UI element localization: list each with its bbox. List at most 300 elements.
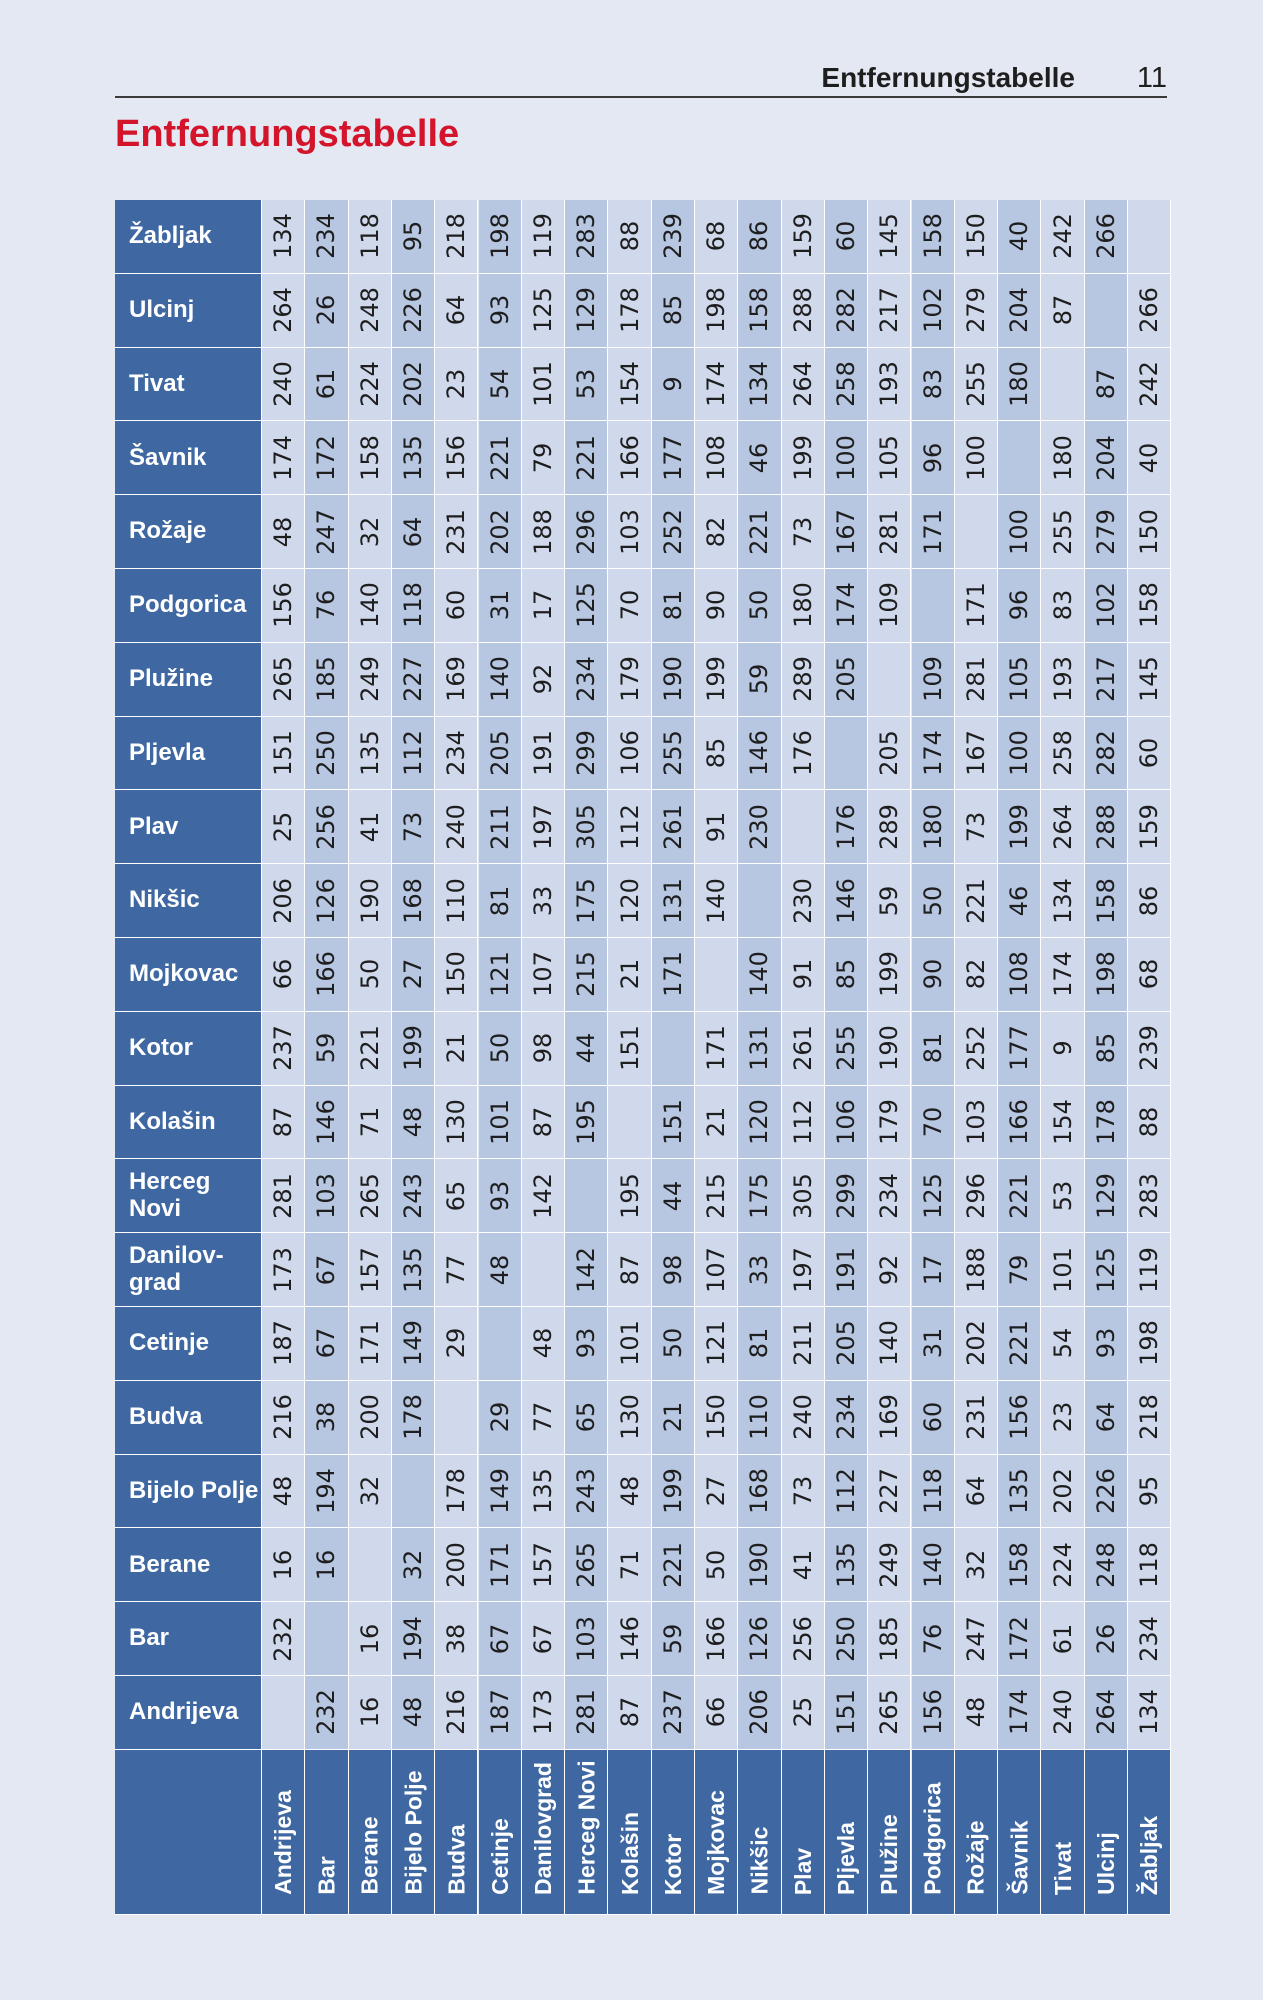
distance-value: 202 [399,361,428,407]
distance-cell [565,1455,608,1529]
distance-value: 265 [269,656,298,703]
distance-value: 150 [442,951,471,998]
distance-value: 240 [269,361,298,407]
distance-value: 180 [788,582,817,629]
distance-table [115,200,1167,1915]
distance-cell [305,938,348,1012]
column-label-ulcinj [1085,1750,1128,1915]
distance-value: 258 [832,361,861,407]
distance-cell [608,1528,651,1602]
distance-cell [262,1086,305,1160]
distance-value: 82 [702,516,731,547]
distance-cell [305,790,348,864]
distance-cell [349,1086,392,1160]
distance-cell [1128,1307,1171,1381]
distance-cell [825,1528,868,1602]
column-label-text: Nikšic [746,1826,773,1895]
distance-value: 247 [961,1615,990,1662]
running-header-title: Entfernungstabelle [821,62,1075,93]
distance-value: 100 [1005,730,1034,776]
distance-cell [955,495,998,569]
distance-cell [652,569,695,643]
distance-cell [998,569,1041,643]
distance-value: 64 [399,516,428,547]
distance-cell [479,1307,522,1381]
distance-cell [652,1455,695,1529]
distance-cell [565,274,608,348]
distance-cell [1085,274,1128,348]
distance-cell [392,421,435,495]
distance-value: 255 [832,1025,861,1072]
distance-value: 252 [961,1025,990,1072]
distance-cell [998,1528,1041,1602]
distance-value: 88 [1135,1106,1164,1138]
distance-cell [522,1528,565,1602]
distance-value: 48 [269,516,298,547]
page-number: 11 [1136,62,1167,94]
distance-cell [1085,864,1128,938]
distance-value: 283 [572,213,601,260]
distance-value: 107 [702,1246,731,1293]
distance-cell [652,495,695,569]
distance-cell [868,1086,911,1160]
distance-value: 50 [702,1549,731,1581]
distance-value: 76 [312,590,341,621]
distance-cell [955,274,998,348]
distance-cell [349,274,392,348]
distance-cell [695,1602,738,1676]
distance-cell [608,569,651,643]
distance-value: 227 [399,656,428,703]
distance-value: 146 [615,1615,644,1662]
distance-cell [955,569,998,643]
distance-value: 29 [442,1328,471,1359]
distance-cell [1128,274,1171,348]
distance-cell [825,1159,868,1233]
distance-cell [738,569,781,643]
distance-value: 216 [269,1394,298,1441]
distance-value: 198 [485,213,514,260]
distance-value: 73 [788,516,817,547]
row-label-bar: Bar [115,1602,262,1676]
distance-cell [565,348,608,422]
column-label-budva [435,1750,478,1915]
distance-value: 27 [399,959,428,990]
distance-cell [1085,643,1128,717]
distance-value: 169 [875,1394,904,1441]
distance-cell [435,717,478,791]
distance-value: 140 [702,877,731,924]
distance-value: 282 [832,287,861,334]
distance-value: 96 [1005,590,1034,621]
row-label-podgorica: Podgorica [115,569,262,643]
distance-value: 79 [1005,1254,1034,1285]
distance-cell [955,1381,998,1455]
distance-cell [825,1086,868,1160]
distance-value: 171 [485,1541,514,1588]
distance-cell [825,274,868,348]
distance-cell [868,938,911,1012]
distance-value: 240 [1048,1689,1077,1736]
distance-value: 150 [1135,508,1164,555]
distance-value: 38 [442,1623,471,1654]
distance-value: 48 [399,1697,428,1728]
distance-cell [868,717,911,791]
distance-value: 264 [269,287,298,334]
distance-cell [1128,1233,1171,1307]
distance-cell [435,495,478,569]
distance-cell [392,1233,435,1307]
distance-value: 221 [1005,1172,1034,1219]
distance-value: 16 [269,1549,298,1581]
distance-cell [565,864,608,938]
distance-cell [782,790,825,864]
distance-cell [738,1602,781,1676]
distance-cell [479,200,522,274]
distance-cell [825,1307,868,1381]
row-label-mojkovac: Mojkovac [115,938,262,1012]
distance-value: 130 [442,1099,471,1145]
distance-value: 158 [1135,582,1164,629]
distance-value: 204 [1005,287,1034,334]
distance-cell [955,421,998,495]
distance-value: 151 [615,1025,644,1072]
distance-value: 158 [918,213,947,260]
distance-cell [479,938,522,1012]
distance-cell [435,790,478,864]
column-label-text: Herceg Novi [573,1760,600,1895]
distance-cell [868,1233,911,1307]
distance-cell [262,643,305,717]
distance-cell [479,569,522,643]
distance-cell [652,348,695,422]
distance-value: 125 [572,582,601,629]
distance-value: 185 [312,656,341,703]
distance-cell [392,200,435,274]
distance-cell [608,421,651,495]
distance-cell [522,643,565,717]
distance-value: 191 [832,1246,861,1293]
distance-value: 67 [485,1623,514,1654]
distance-value: 140 [485,656,514,703]
distance-value: 249 [875,1541,904,1588]
distance-cell [522,1159,565,1233]
distance-value: 70 [918,1106,947,1138]
distance-cell [738,643,781,717]
distance-value: 227 [875,1468,904,1514]
distance-value: 221 [961,877,990,924]
distance-cell [392,1528,435,1602]
distance-cell [392,1086,435,1160]
distance-value: 54 [1048,1328,1077,1359]
distance-cell [522,1086,565,1160]
distance-value: 81 [745,1328,774,1359]
distance-value: 202 [1048,1468,1077,1514]
column-label-bijelo-polje [392,1750,435,1915]
distance-cell [825,717,868,791]
distance-value: 106 [615,730,644,776]
distance-value: 27 [702,1475,731,1507]
distance-value: 261 [788,1025,817,1072]
distance-value: 68 [702,221,731,252]
distance-value: 154 [1048,1099,1077,1145]
distance-cell [1041,1233,1084,1307]
distance-cell [912,1528,955,1602]
distance-cell [479,864,522,938]
distance-value: 199 [399,1025,428,1072]
row-label-berane: Berane [115,1528,262,1602]
distance-value: 167 [832,508,861,555]
distance-cell [738,1159,781,1233]
distance-value: 44 [572,1032,601,1064]
distance-value: 98 [528,1032,557,1064]
row-label-cetinje: Cetinje [115,1307,262,1381]
distance-value: 71 [615,1549,644,1581]
distance-cell [868,1528,911,1602]
distance-value: 16 [355,1623,384,1654]
distance-value: 174 [702,361,731,407]
distance-value: 87 [269,1106,298,1138]
distance-cell [305,421,348,495]
distance-value: 159 [788,213,817,260]
distance-cell [392,348,435,422]
distance-cell [1128,1676,1171,1750]
distance-value: 48 [528,1328,557,1359]
distance-value: 174 [1005,1689,1034,1736]
distance-cell [435,1602,478,1676]
distance-value: 250 [832,1615,861,1662]
row-label-tivat: Tivat [115,348,262,422]
distance-cell [1085,1676,1128,1750]
distance-cell [1085,1528,1128,1602]
distance-value: 23 [442,368,471,400]
distance-cell [998,495,1041,569]
distance-cell [868,1602,911,1676]
distance-cell [262,1233,305,1307]
distance-cell [392,1602,435,1676]
distance-value: 109 [875,582,904,629]
distance-value: 59 [658,1623,687,1654]
distance-value: 173 [269,1246,298,1293]
distance-value: 243 [572,1468,601,1514]
distance-cell [565,1233,608,1307]
distance-value: 281 [875,508,904,555]
distance-value: 23 [1048,1401,1077,1433]
distance-cell [868,200,911,274]
distance-value: 25 [269,811,298,843]
distance-value: 157 [528,1541,557,1588]
distance-value: 41 [788,1549,817,1581]
column-label-pljevla [825,1750,868,1915]
distance-cell [349,643,392,717]
distance-cell [565,1307,608,1381]
distance-cell [1085,1381,1128,1455]
distance-cell [262,274,305,348]
distance-value: 240 [788,1394,817,1441]
distance-value: 187 [485,1689,514,1736]
distance-cell [435,421,478,495]
distance-value: 206 [745,1689,774,1736]
distance-cell [868,864,911,938]
distance-value: 125 [918,1172,947,1219]
distance-value: 87 [615,1697,644,1728]
distance-cell [608,1086,651,1160]
distance-cell [608,1381,651,1455]
distance-value: 105 [1005,656,1034,703]
distance-value: 199 [702,656,731,703]
distance-value: 221 [485,434,514,481]
distance-cell [392,1676,435,1750]
distance-cell [565,790,608,864]
distance-value: 234 [442,730,471,776]
distance-cell [522,864,565,938]
distance-cell [522,421,565,495]
distance-cell [262,200,305,274]
distance-cell [695,421,738,495]
distance-value: 68 [1135,959,1164,990]
distance-value: 135 [399,434,428,481]
distance-value: 81 [658,590,687,621]
distance-value: 250 [312,730,341,776]
distance-value: 178 [1091,1099,1120,1145]
distance-value: 202 [961,1320,990,1367]
distance-value: 103 [615,508,644,555]
distance-value: 171 [702,1025,731,1072]
distance-cell [695,717,738,791]
distance-cell [608,938,651,1012]
distance-cell [392,938,435,1012]
distance-cell [262,1012,305,1086]
distance-value: 281 [269,1172,298,1219]
distance-value: 32 [355,1475,384,1507]
column-label-danilovgrad [522,1750,565,1915]
distance-cell [998,643,1041,717]
distance-cell [868,1307,911,1381]
distance-value: 205 [832,656,861,703]
distance-value: 91 [788,959,817,990]
distance-value: 255 [658,730,687,776]
distance-cell [868,1012,911,1086]
distance-cell [479,1233,522,1307]
distance-value: 258 [1048,730,1077,776]
distance-cell [1128,938,1171,1012]
distance-cell [1041,348,1084,422]
distance-cell [868,643,911,717]
distance-cell [912,643,955,717]
distance-cell [522,200,565,274]
distance-value: 121 [702,1320,731,1367]
distance-value: 180 [1005,361,1034,407]
distance-cell [565,1012,608,1086]
distance-value: 158 [1091,877,1120,924]
distance-cell [262,1381,305,1455]
distance-cell [695,864,738,938]
distance-cell [435,1455,478,1529]
distance-cell [608,1307,651,1381]
distance-value: 71 [355,1106,384,1138]
distance-cell [522,1233,565,1307]
distance-value: 103 [961,1099,990,1145]
distance-value: 61 [1048,1623,1077,1654]
distance-value: 156 [1005,1394,1034,1441]
distance-value: 90 [702,590,731,621]
distance-value: 151 [658,1099,687,1145]
distance-cell [1041,717,1084,791]
distance-cell [392,864,435,938]
distance-value: 65 [572,1401,601,1433]
distance-value: 197 [788,1246,817,1293]
distance-cell [349,200,392,274]
distance-value: 154 [615,361,644,407]
distance-value: 243 [399,1172,428,1219]
distance-cell [305,1602,348,1676]
distance-value: 171 [658,951,687,998]
distance-value: 188 [528,508,557,555]
distance-value: 305 [788,1172,817,1219]
distance-cell [738,1012,781,1086]
distance-cell [1085,1233,1128,1307]
distance-value: 103 [312,1172,341,1219]
distance-value: 247 [312,508,341,555]
distance-value: 177 [658,434,687,481]
distance-cell [262,1307,305,1381]
distance-value: 83 [1048,590,1077,621]
distance-cell [565,1159,608,1233]
distance-value: 119 [528,213,557,260]
distance-cell [479,1159,522,1233]
distance-value: 31 [918,1328,947,1359]
distance-cell [868,274,911,348]
distance-cell [349,1159,392,1233]
distance-value: 265 [875,1689,904,1736]
distance-cell [868,790,911,864]
distance-cell [955,1233,998,1307]
distance-cell [392,1455,435,1529]
distance-value: 299 [832,1172,861,1219]
distance-value: 242 [1135,361,1164,407]
column-label-kotor [652,1750,695,1915]
distance-cell [738,1381,781,1455]
distance-value: 101 [485,1099,514,1145]
distance-cell [652,1381,695,1455]
distance-value: 70 [615,590,644,621]
distance-value: 211 [788,1320,817,1367]
distance-value: 81 [485,885,514,916]
column-label-text: Cetinje [486,1817,513,1895]
distance-cell [955,1159,998,1233]
distance-cell [738,717,781,791]
distance-value: 44 [658,1180,687,1212]
distance-cell [782,1086,825,1160]
distance-value: 242 [1048,213,1077,260]
distance-value: 64 [442,294,471,326]
distance-value: 64 [1091,1401,1120,1433]
distance-cell [392,1307,435,1381]
distance-value: 64 [961,1475,990,1507]
distance-cell [262,1602,305,1676]
distance-cell [479,1528,522,1602]
distance-value: 266 [1135,287,1164,334]
distance-cell [1041,274,1084,348]
distance-value: 140 [355,582,384,629]
distance-cell [782,1528,825,1602]
distance-value: 158 [355,434,384,481]
distance-value: 135 [355,730,384,776]
distance-value: 299 [572,730,601,776]
distance-cell [912,1455,955,1529]
distance-value: 185 [875,1615,904,1662]
distance-value: 33 [528,885,557,916]
